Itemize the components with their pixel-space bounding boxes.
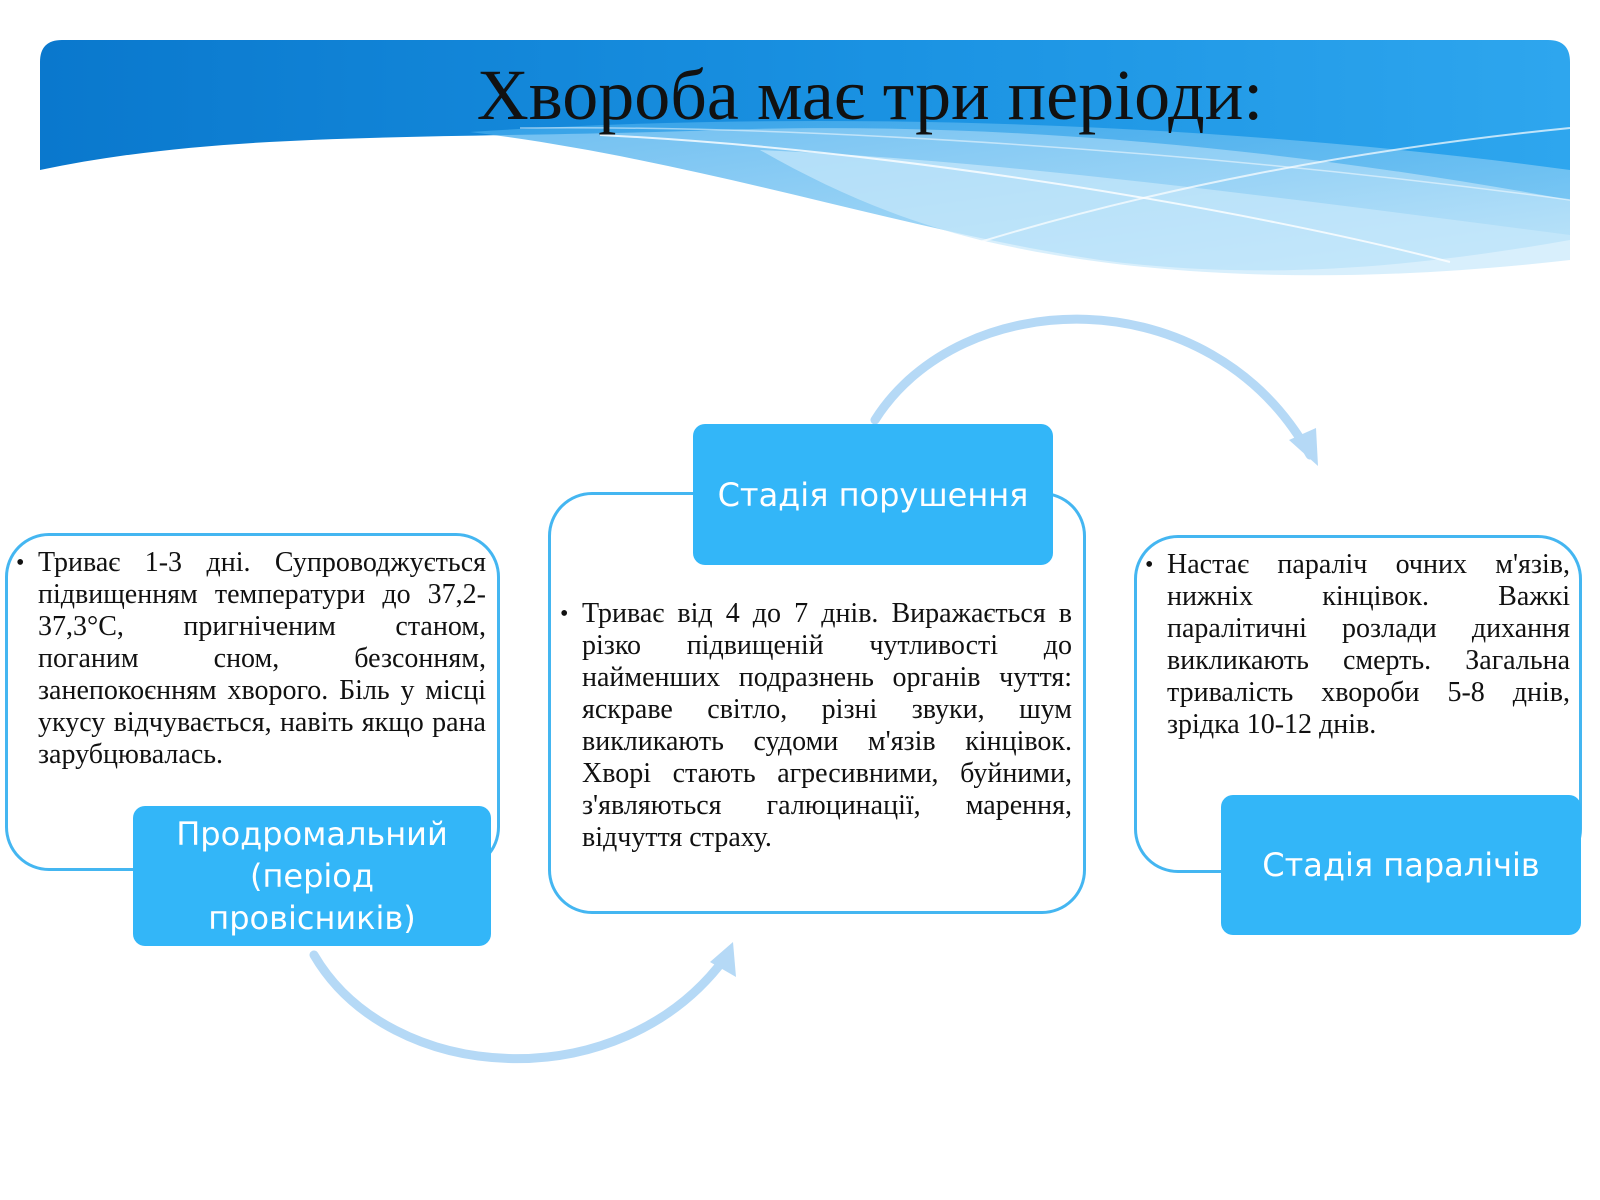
stage-3-description	[1145, 549, 1570, 741]
stage-1-description	[16, 547, 486, 771]
arrow-arc-bottom	[314, 955, 725, 1059]
bullet-icon: •	[16, 550, 25, 576]
stage-3-label: Стадія паралічів	[1221, 795, 1581, 935]
stage-1-label: Продромальний (період провісників)	[133, 806, 491, 946]
bullet-icon: •	[560, 601, 569, 627]
stage-2-description	[560, 598, 1072, 854]
stage-2-label: Стадія порушення	[693, 424, 1053, 565]
bullet-icon: •	[1145, 552, 1154, 578]
slide-title: Хвороба має три періоди:	[476, 55, 1264, 135]
stage-1-text: Триває 1-3 дні. Супроводжується підвищенням температури до 37,2-37,3°С, пригніченим станом, поганим сном, безсонням, занепокоєнням хворого. Біль у місці укусу відчувається, навіть якщо рана зарубцювалась.	[38, 547, 486, 770]
stage-2-text: Триває від 4 до 7 днів. Виражається в різко підвищеній чутливості до найменших подразнень органів чуття: яскраве світло, різні звуки, шум викликають судоми м'язів кінцівок. Хворі стають агресивними, буйними, з'являються галюцинації, марення, відчуття страху.	[582, 598, 1072, 853]
stage-3-text: Настає параліч очних м'язів, нижніх кінцівок. Важкі паралітичні розлади дихання викликають смерть. Загальна тривалість хвороби 5-8 днів, зрідка 10-12 днів.	[1167, 549, 1570, 740]
